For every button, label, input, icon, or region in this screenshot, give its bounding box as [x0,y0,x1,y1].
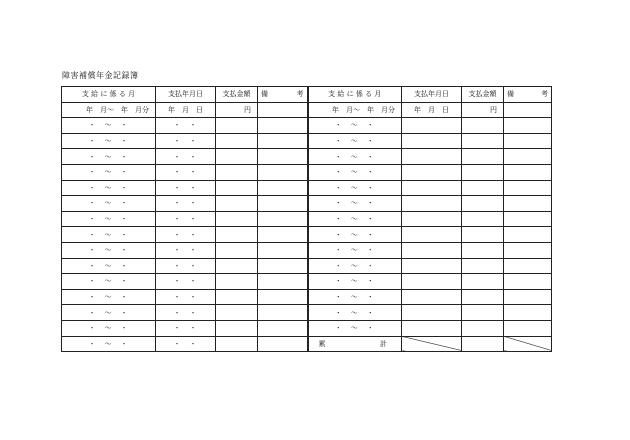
period-cell-right[interactable]: ・ ～ ・ [308,320,402,336]
paid-date-cell-left[interactable]: ・ ・ [156,118,216,134]
remarks-cell-right[interactable] [504,289,552,305]
period-cell-left[interactable]: ・ ～ ・ [62,289,156,305]
period-cell-left[interactable]: ・ ～ ・ [62,180,156,196]
header-paid-date-left: 支払年月日 [156,87,216,103]
amount-cell-right[interactable] [462,164,504,180]
paid-date-cell-right[interactable] [402,227,462,243]
paid-date-cell-right[interactable] [402,180,462,196]
amount-cell-right[interactable] [462,242,504,258]
period-cell-right[interactable]: ・ ～ ・ [308,227,402,243]
unit-period-right: 年 月～ 年 月分 [308,102,402,118]
period-cell-right[interactable]: ・ ～ ・ [308,180,402,196]
header-amount-left: 支払金額 [216,87,258,103]
paid-date-cell-right[interactable] [402,258,462,274]
remarks-cell-left[interactable] [258,320,308,336]
header-period-right: 支 給 に 係 る 月 [308,87,402,103]
unit-paid-date-right: 年 月 日 [402,102,462,118]
period-cell-right[interactable]: ・ ～ ・ [308,305,402,321]
remarks-cell-right[interactable] [504,164,552,180]
period-cell-right[interactable]: ・ ～ ・ [308,149,402,165]
paid-date-cell-right[interactable] [402,320,462,336]
remarks-cell-left[interactable] [258,336,308,352]
paid-date-cell-left[interactable]: ・ ・ [156,196,216,212]
table-row [62,274,552,290]
amount-cell-right[interactable] [462,180,504,196]
table-row [62,336,552,352]
amount-cell-left[interactable] [216,274,258,290]
period-cell-left[interactable]: ・ ～ ・ [62,196,156,212]
remarks-cell-right[interactable] [504,258,552,274]
remarks-cell-right[interactable] [504,196,552,212]
period-cell-left[interactable]: ・ ～ ・ [62,133,156,149]
remarks-cell-right[interactable] [504,180,552,196]
period-cell-right[interactable]: ・ ～ ・ [308,242,402,258]
remarks-cell-left[interactable] [258,196,308,212]
period-cell-left[interactable]: ・ ～ ・ [62,118,156,134]
period-cell-left[interactable]: ・ ～ ・ [62,274,156,290]
table-row [62,305,552,321]
remarks-cell-left[interactable] [258,149,308,165]
period-cell-left[interactable]: ・ ～ ・ [62,336,156,352]
amount-cell-left[interactable] [216,164,258,180]
amount-cell-left[interactable] [216,196,258,212]
remarks-cell-left[interactable] [258,289,308,305]
period-cell-left[interactable]: ・ ～ ・ [62,258,156,274]
period-cell-right[interactable]: ・ ～ ・ [308,289,402,305]
period-cell-right[interactable]: ・ ～ ・ [308,274,402,290]
unit-remarks-right [504,102,552,118]
paid-date-cell-left[interactable]: ・ ・ [156,289,216,305]
amount-cell-right[interactable] [462,227,504,243]
table-row [62,196,552,212]
paid-date-cell-right[interactable] [402,164,462,180]
paid-date-cell-left[interactable]: ・ ・ [156,274,216,290]
amount-cell-left[interactable] [216,211,258,227]
total-remarks[interactable] [504,336,552,352]
paid-date-cell-left[interactable]: ・ ・ [156,180,216,196]
paid-date-cell-left[interactable]: ・ ・ [156,320,216,336]
remarks-cell-left[interactable] [258,305,308,321]
table-row [62,211,552,227]
total-paid-date[interactable] [402,336,462,352]
paid-date-cell-right[interactable] [402,274,462,290]
unit-row [62,102,552,118]
table-row [62,258,552,274]
period-cell-right[interactable]: ・ ～ ・ [308,133,402,149]
table-row [62,289,552,305]
amount-cell-left[interactable] [216,258,258,274]
total-label-a: 累 [318,339,326,348]
paid-date-cell-right[interactable] [402,149,462,165]
remarks-cell-left[interactable] [258,164,308,180]
table-row [62,164,552,180]
paid-date-cell-left[interactable]: ・ ・ [156,336,216,352]
remarks-cell-left[interactable] [258,227,308,243]
remarks-cell-right[interactable] [504,242,552,258]
period-cell-right[interactable]: ・ ～ ・ [308,196,402,212]
table-row [62,180,552,196]
document-title: 障害補償年金記録簿 [62,71,139,80]
pension-record-table [61,86,552,352]
period-cell-left[interactable]: ・ ～ ・ [62,227,156,243]
amount-cell-right[interactable] [462,289,504,305]
remarks-cell-right[interactable] [504,133,552,149]
remarks-cell-left[interactable] [258,211,308,227]
unit-amount-right: 円 [462,102,504,118]
amount-cell-right[interactable] [462,133,504,149]
unit-amount-left: 円 [216,102,258,118]
paid-date-cell-left[interactable]: ・ ・ [156,305,216,321]
header-paid-date-right: 支払年月日 [402,87,462,103]
table-row [62,320,552,336]
remarks-cell-right[interactable] [504,227,552,243]
amount-cell-left[interactable] [216,118,258,134]
amount-cell-right[interactable] [462,258,504,274]
amount-cell-left[interactable] [216,305,258,321]
remarks-cell-right[interactable] [504,320,552,336]
table-row [62,149,552,165]
period-cell-left[interactable]: ・ ～ ・ [62,320,156,336]
period-cell-right[interactable]: ・ ～ ・ [308,164,402,180]
header-remarks-left: 備 考 [258,87,308,103]
amount-cell-left[interactable] [216,133,258,149]
header-amount-right: 支払金額 [462,87,504,103]
period-cell-left[interactable]: ・ ～ ・ [62,211,156,227]
paid-date-cell-left[interactable]: ・ ・ [156,211,216,227]
remarks-cell-left[interactable] [258,242,308,258]
remarks-cell-left[interactable] [258,274,308,290]
period-cell-left[interactable]: ・ ～ ・ [62,305,156,321]
amount-cell-right[interactable] [462,211,504,227]
header-period-left: 支 給 に 係 る 月 [62,87,156,103]
period-cell-left[interactable]: ・ ～ ・ [62,242,156,258]
paid-date-cell-right[interactable] [402,242,462,258]
amount-cell-left[interactable] [216,227,258,243]
paid-date-cell-left[interactable]: ・ ・ [156,258,216,274]
paid-date-cell-right[interactable] [402,118,462,134]
amount-cell-left[interactable] [216,180,258,196]
remarks-cell-right[interactable] [504,118,552,134]
table-row [62,242,552,258]
remarks-cell-right[interactable] [504,305,552,321]
paid-date-cell-right[interactable] [402,289,462,305]
paid-date-cell-right[interactable] [402,211,462,227]
unit-remarks-left [258,102,308,118]
table-row [62,227,552,243]
paid-date-cell-right[interactable] [402,305,462,321]
period-cell-left[interactable]: ・ ～ ・ [62,149,156,165]
paid-date-cell-right[interactable] [402,133,462,149]
amount-cell-left[interactable] [216,320,258,336]
table-row [62,118,552,134]
total-label[interactable] [308,336,402,352]
paid-date-cell-left[interactable]: ・ ・ [156,133,216,149]
period-cell-right[interactable]: ・ ～ ・ [308,211,402,227]
total-amount[interactable] [462,336,504,352]
paid-date-cell-right[interactable] [402,196,462,212]
unit-paid-date-left: 年 月 日 [156,102,216,118]
remarks-cell-left[interactable] [258,133,308,149]
amount-cell-right[interactable] [462,196,504,212]
table-row [62,133,552,149]
remarks-cell-right[interactable] [504,149,552,165]
unit-period-left: 年 月～ 年 月分 [62,102,156,118]
paid-date-cell-left[interactable]: ・ ・ [156,242,216,258]
period-cell-right[interactable]: ・ ～ ・ [308,258,402,274]
remarks-cell-left[interactable] [258,118,308,134]
paid-date-cell-left[interactable]: ・ ・ [156,227,216,243]
paid-date-cell-left[interactable]: ・ ・ [156,164,216,180]
remarks-cell-left[interactable] [258,180,308,196]
amount-cell-right[interactable] [462,274,504,290]
paid-date-cell-left[interactable]: ・ ・ [156,149,216,165]
amount-cell-right[interactable] [462,305,504,321]
amount-cell-left[interactable] [216,289,258,305]
amount-cell-right[interactable] [462,320,504,336]
amount-cell-right[interactable] [462,149,504,165]
total-label-b: 計 [380,339,387,348]
period-cell-left[interactable]: ・ ～ ・ [62,164,156,180]
amount-cell-left[interactable] [216,149,258,165]
remarks-cell-right[interactable] [504,211,552,227]
header-row [62,87,552,103]
remarks-cell-right[interactable] [504,274,552,290]
amount-cell-right[interactable] [462,118,504,134]
remarks-cell-left[interactable] [258,258,308,274]
header-remarks-right: 備 考 [504,87,552,103]
amount-cell-left[interactable] [216,336,258,352]
amount-cell-left[interactable] [216,242,258,258]
period-cell-right[interactable]: ・ ～ ・ [308,118,402,134]
